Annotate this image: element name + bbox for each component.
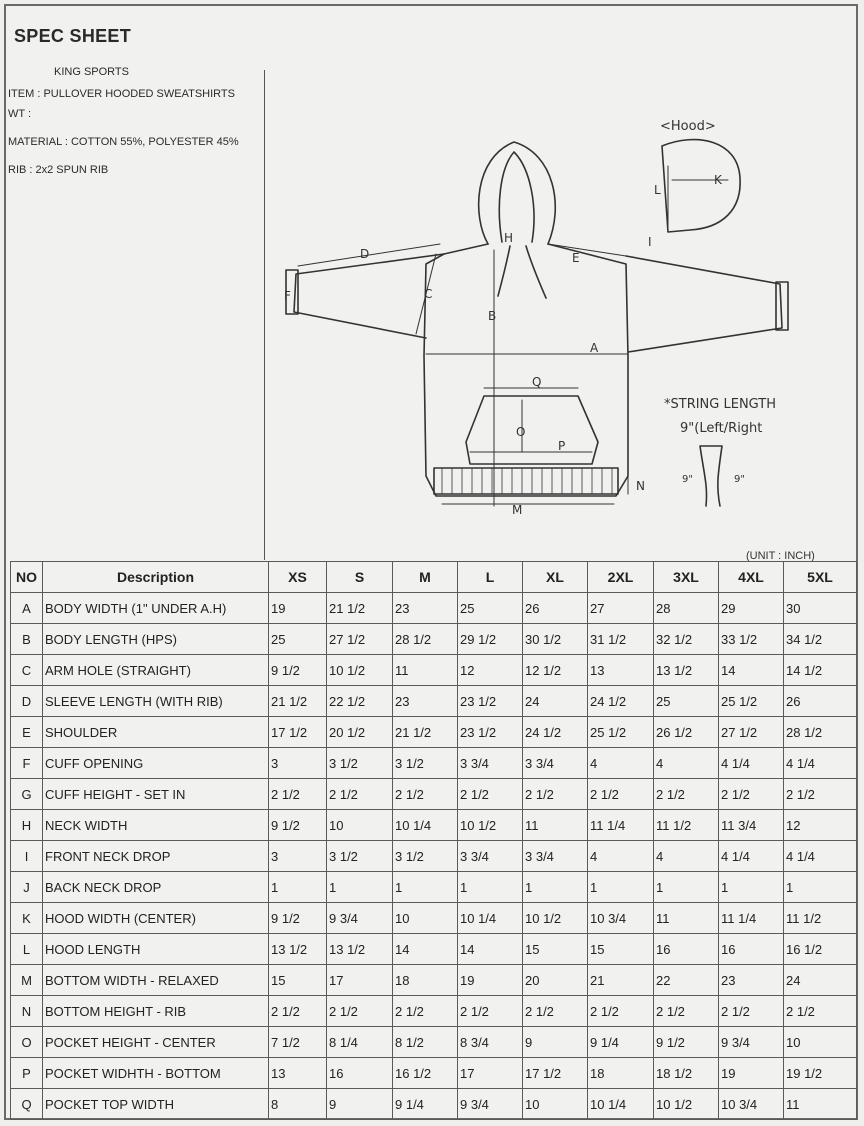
- size-value-cell: 19: [719, 1058, 784, 1089]
- hood-side-view: [662, 140, 740, 232]
- size-value-cell: 19: [458, 965, 523, 996]
- size-value-cell: 26 1/2: [654, 717, 719, 748]
- size-value-cell: 23: [719, 965, 784, 996]
- size-value-cell: 10 1/4: [393, 810, 458, 841]
- size-value-cell: 7 1/2: [269, 1027, 327, 1058]
- size-value-cell: 4 1/4: [719, 841, 784, 872]
- label-e: E: [572, 251, 580, 265]
- string-length-sketch: [700, 446, 722, 506]
- size-value-cell: 2 1/2: [327, 779, 393, 810]
- size-value-cell: 3 1/2: [393, 841, 458, 872]
- size-value-cell: 21 1/2: [393, 717, 458, 748]
- page-title: SPEC SHEET: [14, 26, 132, 46]
- size-value-cell: 24: [523, 686, 588, 717]
- label-d: D: [360, 247, 370, 261]
- table-row: [11, 624, 857, 655]
- size-value-cell: 1: [269, 872, 327, 903]
- row-description: POCKET HEIGHT - CENTER: [43, 1027, 269, 1058]
- table-row: [11, 903, 857, 934]
- size-value-cell: 2 1/2: [269, 779, 327, 810]
- size-value-cell: 17 1/2: [269, 717, 327, 748]
- size-value-cell: 23: [393, 593, 458, 624]
- size-value-cell: 2 1/2: [393, 996, 458, 1027]
- table-row: [11, 841, 857, 872]
- size-value-cell: 33 1/2: [719, 624, 784, 655]
- size-value-cell: 32 1/2: [654, 624, 719, 655]
- string-right-label: 9": [734, 474, 745, 485]
- size-value-cell: 4: [654, 748, 719, 779]
- table-row: [11, 934, 857, 965]
- size-value-cell: 10 3/4: [719, 1089, 784, 1120]
- size-value-cell: 4: [588, 841, 654, 872]
- right-sleeve: [626, 256, 782, 352]
- size-value-cell: 10: [393, 903, 458, 934]
- size-value-cell: 21 1/2: [269, 686, 327, 717]
- size-value-cell: 18: [393, 965, 458, 996]
- size-value-cell: 2 1/2: [784, 779, 857, 810]
- size-value-cell: 2 1/2: [393, 779, 458, 810]
- row-description: BOTTOM HEIGHT - RIB: [43, 996, 269, 1027]
- size-value-cell: 10: [784, 1027, 857, 1058]
- size-value-cell: 28 1/2: [784, 717, 857, 748]
- size-value-cell: 27 1/2: [719, 717, 784, 748]
- row-number: C: [11, 655, 43, 686]
- size-value-cell: 2 1/2: [327, 996, 393, 1027]
- size-value-cell: 1: [327, 872, 393, 903]
- size-value-cell: 9 3/4: [719, 1027, 784, 1058]
- size-value-cell: 15: [523, 934, 588, 965]
- row-description: NECK WIDTH: [43, 810, 269, 841]
- size-value-cell: 19: [269, 593, 327, 624]
- size-value-cell: 26: [523, 593, 588, 624]
- size-value-cell: 15: [588, 934, 654, 965]
- size-value-cell: 2 1/2: [588, 779, 654, 810]
- row-number: D: [11, 686, 43, 717]
- size-value-cell: 25: [269, 624, 327, 655]
- label-h: H: [504, 231, 514, 245]
- size-value-cell: 21: [588, 965, 654, 996]
- size-value-cell: 11 1/2: [654, 810, 719, 841]
- table-row: [11, 779, 857, 810]
- size-value-cell: 12 1/2: [523, 655, 588, 686]
- size-value-cell: 30 1/2: [523, 624, 588, 655]
- size-value-cell: 1: [784, 872, 857, 903]
- row-description: SHOULDER: [43, 717, 269, 748]
- table-row: [11, 686, 857, 717]
- size-value-cell: 17 1/2: [523, 1058, 588, 1089]
- header-xs: XS: [269, 562, 327, 593]
- table-row: [11, 593, 857, 624]
- spec-sheet: [4, 4, 858, 1120]
- size-value-cell: 10 1/2: [458, 810, 523, 841]
- size-value-cell: 18: [588, 1058, 654, 1089]
- row-description: CUFF OPENING: [43, 748, 269, 779]
- size-value-cell: 14: [393, 934, 458, 965]
- size-value-cell: 9 1/2: [269, 903, 327, 934]
- size-value-cell: 29: [719, 593, 784, 624]
- unit-label: (UNIT : INCH): [746, 550, 815, 562]
- size-value-cell: 25 1/2: [719, 686, 784, 717]
- size-value-cell: 2 1/2: [523, 779, 588, 810]
- header-5xl: 5XL: [784, 562, 857, 593]
- size-value-cell: 34 1/2: [784, 624, 857, 655]
- header-no: NO: [11, 562, 43, 593]
- size-value-cell: 9 1/4: [393, 1089, 458, 1120]
- size-value-cell: 9 1/2: [269, 655, 327, 686]
- size-value-cell: 9: [327, 1089, 393, 1120]
- row-description: BOTTOM WIDTH - RELAXED: [43, 965, 269, 996]
- header-2xl: 2XL: [588, 562, 654, 593]
- size-value-cell: 2 1/2: [654, 779, 719, 810]
- size-value-cell: 2 1/2: [719, 996, 784, 1027]
- size-value-cell: 1: [719, 872, 784, 903]
- item-line: ITEM : PULLOVER HOODED SWEATSHIRTS: [8, 88, 235, 100]
- size-value-cell: 13 1/2: [327, 934, 393, 965]
- left-sleeve: [294, 254, 444, 338]
- material-line: MATERIAL : COTTON 55%, POLYESTER 45%: [8, 136, 239, 148]
- header-description: Description: [43, 562, 269, 593]
- row-description: BODY WIDTH (1" UNDER A.H): [43, 593, 269, 624]
- size-value-cell: 26: [784, 686, 857, 717]
- table-row: [11, 1027, 857, 1058]
- column-divider: [264, 70, 265, 560]
- label-m: M: [512, 503, 523, 517]
- size-value-cell: 28 1/2: [393, 624, 458, 655]
- size-value-cell: 1: [523, 872, 588, 903]
- label-l: L: [654, 183, 661, 197]
- size-value-cell: 16 1/2: [393, 1058, 458, 1089]
- label-b: B: [488, 309, 497, 323]
- table-row: [11, 872, 857, 903]
- size-value-cell: 23 1/2: [458, 686, 523, 717]
- label-o: O: [516, 425, 526, 439]
- header-s: S: [327, 562, 393, 593]
- row-description: ARM HOLE (STRAIGHT): [43, 655, 269, 686]
- size-value-cell: 25 1/2: [588, 717, 654, 748]
- company-name: KING SPORTS: [54, 66, 129, 78]
- size-value-cell: 14: [458, 934, 523, 965]
- size-value-cell: 18 1/2: [654, 1058, 719, 1089]
- size-value-cell: 16: [654, 934, 719, 965]
- row-number: K: [11, 903, 43, 934]
- size-value-cell: 20 1/2: [327, 717, 393, 748]
- table-row: [11, 810, 857, 841]
- size-value-cell: 2 1/2: [719, 779, 784, 810]
- label-q: Q: [532, 375, 542, 389]
- row-description: SLEEVE LENGTH (WITH RIB): [43, 686, 269, 717]
- size-value-cell: 2 1/2: [523, 996, 588, 1027]
- string-length-value: 9"(Left/Right: [680, 421, 763, 436]
- size-value-cell: 20: [523, 965, 588, 996]
- size-value-cell: 3 3/4: [458, 841, 523, 872]
- size-value-cell: 11 1/4: [719, 903, 784, 934]
- size-value-cell: 2 1/2: [654, 996, 719, 1027]
- drawstring-right: [526, 246, 546, 298]
- label-n: N: [636, 479, 645, 493]
- drawstring-left: [498, 246, 510, 296]
- size-value-cell: 27: [588, 593, 654, 624]
- row-number: H: [11, 810, 43, 841]
- size-value-cell: 11 1/2: [784, 903, 857, 934]
- table-row: [11, 717, 857, 748]
- size-value-cell: 19 1/2: [784, 1058, 857, 1089]
- table-row: [11, 655, 857, 686]
- spec-table: [10, 561, 857, 1120]
- header-xl: XL: [523, 562, 588, 593]
- size-value-cell: 24: [784, 965, 857, 996]
- label-a: A: [590, 341, 599, 355]
- table-header-row: [11, 562, 857, 593]
- size-value-cell: 30: [784, 593, 857, 624]
- size-value-cell: 1: [393, 872, 458, 903]
- size-value-cell: 4: [588, 748, 654, 779]
- size-value-cell: 24 1/2: [523, 717, 588, 748]
- size-value-cell: 2 1/2: [784, 996, 857, 1027]
- string-left-label: 9": [682, 474, 693, 485]
- body-outline: [424, 244, 628, 496]
- size-value-cell: 8: [269, 1089, 327, 1120]
- size-value-cell: 13 1/2: [269, 934, 327, 965]
- size-value-cell: 28: [654, 593, 719, 624]
- row-number: B: [11, 624, 43, 655]
- size-value-cell: 1: [588, 872, 654, 903]
- size-value-cell: 14 1/2: [784, 655, 857, 686]
- size-value-cell: 10 3/4: [588, 903, 654, 934]
- row-number: L: [11, 934, 43, 965]
- row-number: G: [11, 779, 43, 810]
- size-value-cell: 16 1/2: [784, 934, 857, 965]
- row-description: HOOD WIDTH (CENTER): [43, 903, 269, 934]
- size-value-cell: 25: [458, 593, 523, 624]
- size-value-cell: 16: [327, 1058, 393, 1089]
- size-value-cell: 17: [458, 1058, 523, 1089]
- row-number: J: [11, 872, 43, 903]
- weight-line: WT :: [8, 108, 32, 120]
- size-value-cell: 3: [269, 748, 327, 779]
- size-value-cell: 4 1/4: [719, 748, 784, 779]
- size-value-cell: 12: [784, 810, 857, 841]
- row-number: P: [11, 1058, 43, 1089]
- string-length-title: *STRING LENGTH: [664, 397, 776, 412]
- row-description: POCKET TOP WIDTH: [43, 1089, 269, 1120]
- size-value-cell: 3 1/2: [393, 748, 458, 779]
- size-value-cell: 14: [719, 655, 784, 686]
- label-c: C: [424, 287, 433, 301]
- size-value-cell: 9 3/4: [458, 1089, 523, 1120]
- size-value-cell: 24 1/2: [588, 686, 654, 717]
- table-row: [11, 1089, 857, 1120]
- size-value-cell: 12: [458, 655, 523, 686]
- row-description: FRONT NECK DROP: [43, 841, 269, 872]
- label-p: P: [558, 439, 566, 453]
- rib-line: RIB : 2x2 SPUN RIB: [8, 164, 109, 176]
- table-row: [11, 1058, 857, 1089]
- size-value-cell: 8 3/4: [458, 1027, 523, 1058]
- hoodie-sketch: [276, 106, 816, 526]
- size-value-cell: 11 3/4: [719, 810, 784, 841]
- size-value-cell: 9 1/2: [269, 810, 327, 841]
- size-value-cell: 25: [654, 686, 719, 717]
- header-m: M: [393, 562, 458, 593]
- size-value-cell: 3 1/2: [327, 748, 393, 779]
- size-value-cell: 10: [327, 810, 393, 841]
- size-value-cell: 1: [458, 872, 523, 903]
- spec-table-body: [11, 593, 857, 1120]
- size-value-cell: 11: [393, 655, 458, 686]
- row-number: A: [11, 593, 43, 624]
- size-value-cell: 13: [269, 1058, 327, 1089]
- table-row: [11, 748, 857, 779]
- table-row: [11, 965, 857, 996]
- size-value-cell: 11: [523, 810, 588, 841]
- row-number: E: [11, 717, 43, 748]
- size-value-cell: 8 1/4: [327, 1027, 393, 1058]
- hood-label: <Hood>: [660, 119, 716, 134]
- size-value-cell: 10 1/2: [654, 1089, 719, 1120]
- size-value-cell: 22: [654, 965, 719, 996]
- size-value-cell: 31 1/2: [588, 624, 654, 655]
- size-value-cell: 9 1/4: [588, 1027, 654, 1058]
- row-description: BACK NECK DROP: [43, 872, 269, 903]
- row-number: M: [11, 965, 43, 996]
- size-value-cell: 15: [269, 965, 327, 996]
- size-value-cell: 4 1/4: [784, 841, 857, 872]
- header-l: L: [458, 562, 523, 593]
- size-value-cell: 1: [654, 872, 719, 903]
- header-3xl: 3XL: [654, 562, 719, 593]
- size-value-cell: 10 1/4: [588, 1089, 654, 1120]
- hood-inner: [499, 152, 534, 242]
- size-value-cell: 22 1/2: [327, 686, 393, 717]
- size-value-cell: 8 1/2: [393, 1027, 458, 1058]
- size-value-cell: 17: [327, 965, 393, 996]
- size-value-cell: 9: [523, 1027, 588, 1058]
- size-value-cell: 10 1/4: [458, 903, 523, 934]
- size-value-cell: 3 3/4: [458, 748, 523, 779]
- size-value-cell: 10 1/2: [327, 655, 393, 686]
- size-value-cell: 10 1/2: [523, 903, 588, 934]
- label-i: I: [648, 235, 652, 249]
- size-value-cell: 27 1/2: [327, 624, 393, 655]
- size-value-cell: 3: [269, 841, 327, 872]
- size-value-cell: 16: [719, 934, 784, 965]
- size-value-cell: 3 1/2: [327, 841, 393, 872]
- size-value-cell: 21 1/2: [327, 593, 393, 624]
- size-value-cell: 23 1/2: [458, 717, 523, 748]
- size-value-cell: 9 3/4: [327, 903, 393, 934]
- size-value-cell: 2 1/2: [458, 996, 523, 1027]
- size-value-cell: 11: [784, 1089, 857, 1120]
- size-value-cell: 9 1/2: [654, 1027, 719, 1058]
- row-number: F: [11, 748, 43, 779]
- size-value-cell: 13: [588, 655, 654, 686]
- row-description: POCKET WIDHTH - BOTTOM: [43, 1058, 269, 1089]
- row-number: Q: [11, 1089, 43, 1120]
- size-value-cell: 11 1/4: [588, 810, 654, 841]
- row-number: I: [11, 841, 43, 872]
- hood-outline: [479, 142, 556, 244]
- size-value-cell: 3 3/4: [523, 841, 588, 872]
- table-row: [11, 996, 857, 1027]
- label-f: F: [284, 289, 291, 303]
- size-value-cell: 4: [654, 841, 719, 872]
- row-description: CUFF HEIGHT - SET IN: [43, 779, 269, 810]
- row-number: O: [11, 1027, 43, 1058]
- size-value-cell: 29 1/2: [458, 624, 523, 655]
- size-value-cell: 4 1/4: [784, 748, 857, 779]
- row-description: HOOD LENGTH: [43, 934, 269, 965]
- header-4xl: 4XL: [719, 562, 784, 593]
- size-value-cell: 13 1/2: [654, 655, 719, 686]
- size-value-cell: 23: [393, 686, 458, 717]
- row-description: BODY LENGTH (HPS): [43, 624, 269, 655]
- size-value-cell: 2 1/2: [269, 996, 327, 1027]
- size-value-cell: 3 3/4: [523, 748, 588, 779]
- size-value-cell: 11: [654, 903, 719, 934]
- kangaroo-pocket: [466, 396, 598, 464]
- label-k: K: [714, 173, 722, 187]
- size-value-cell: 10: [523, 1089, 588, 1120]
- row-number: N: [11, 996, 43, 1027]
- size-value-cell: 2 1/2: [458, 779, 523, 810]
- size-value-cell: 2 1/2: [588, 996, 654, 1027]
